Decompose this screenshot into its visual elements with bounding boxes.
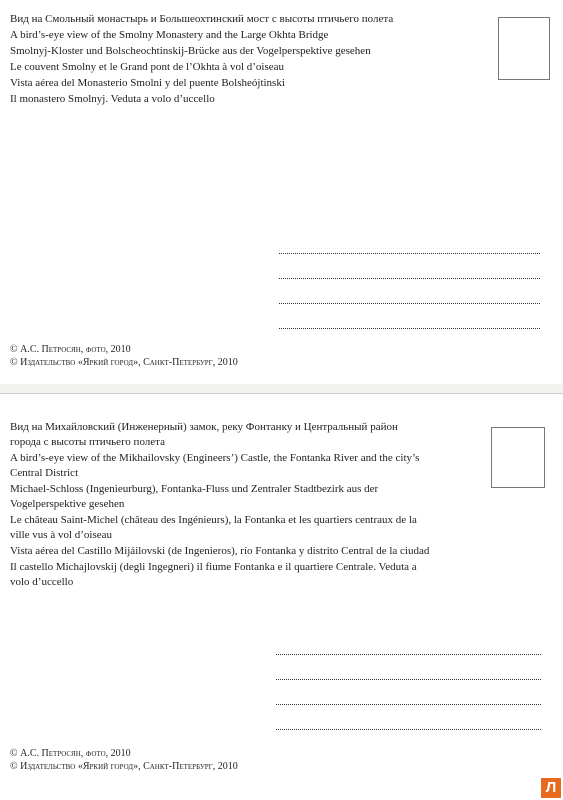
caption-italian: Il castello Michajlovskij (degli Ingegneri) il fiume Fontanka e il quartiere Centrale. Veduta a volo d’uccello [10, 561, 417, 588]
photo-credit: © А.С. Петросян, фото, 2010 [10, 748, 131, 759]
credits [10, 747, 238, 773]
address-line [276, 704, 541, 705]
caption-russian: Вид на Смольный монастырь и Большеохтинский мост с высоты птичьего полета [10, 13, 394, 25]
caption-english: A bird’s-eye view of the Smolny Monastery and the Large Okhta Bridge [10, 29, 329, 41]
caption-french: Le couvent Smolny et le Grand pont de l’Okhta à vol d’oiseau [10, 61, 285, 73]
address-line [279, 278, 540, 279]
caption-russian: Вид на Михайловский (Инженерный) замок, реку Фонтанку и Центральный район города с высоты птичьего полета [10, 421, 398, 448]
postcard-back-1 [0, 0, 563, 384]
caption-block [10, 420, 430, 591]
address-line [276, 654, 541, 655]
publisher-logo-icon: Л [541, 778, 561, 798]
address-line [279, 303, 540, 304]
caption-block [10, 11, 440, 107]
publisher-credit: © Издательство «Яркий город», Санкт-Петербург, 2010 [10, 357, 238, 368]
address-line [276, 679, 541, 680]
credits [10, 343, 238, 369]
caption-german: Michael-Schloss (Ingenieurburg), Fontanka-Fluss und Zentraler Stadtbezirk aus der Vogelperspektive gesehen [10, 483, 379, 510]
address-line [279, 328, 540, 329]
stamp-box [491, 427, 545, 488]
caption-spanish: Vista aérea del Castillo Mijáilovski (de Ingenieros), río Fontanka y distrito Central de la ciudad [10, 545, 430, 557]
caption-italian: Il monastero Smolnyj. Veduta a volo d’uccello [10, 93, 215, 105]
caption-french: Le château Saint-Michel (château des Ingénieurs), la Fontanka et les quartiers centraux de la ville vus à vol d’oiseau [10, 514, 417, 541]
address-line [279, 253, 540, 254]
caption-german: Smolnyj-Kloster und Bolscheochtinskij-Brücke aus der Vogelperspektive gesehen [10, 45, 371, 57]
photo-credit: © А.С. Петросян, фото, 2010 [10, 344, 131, 355]
address-line [276, 729, 541, 730]
address-lines [276, 654, 541, 754]
address-lines [279, 253, 540, 353]
stamp-box [498, 17, 550, 80]
caption-spanish: Vista aérea del Monasterio Smolni y del puente Bolsheójtinski [10, 77, 285, 89]
publisher-credit: © Издательство «Яркий город», Санкт-Петербург, 2010 [10, 761, 238, 772]
postcard-back-2 [0, 393, 563, 800]
caption-english: A bird’s-eye view of the Mikhailovsky (Engineers’) Castle, the Fontanka River and the city’s Central District [10, 452, 420, 479]
